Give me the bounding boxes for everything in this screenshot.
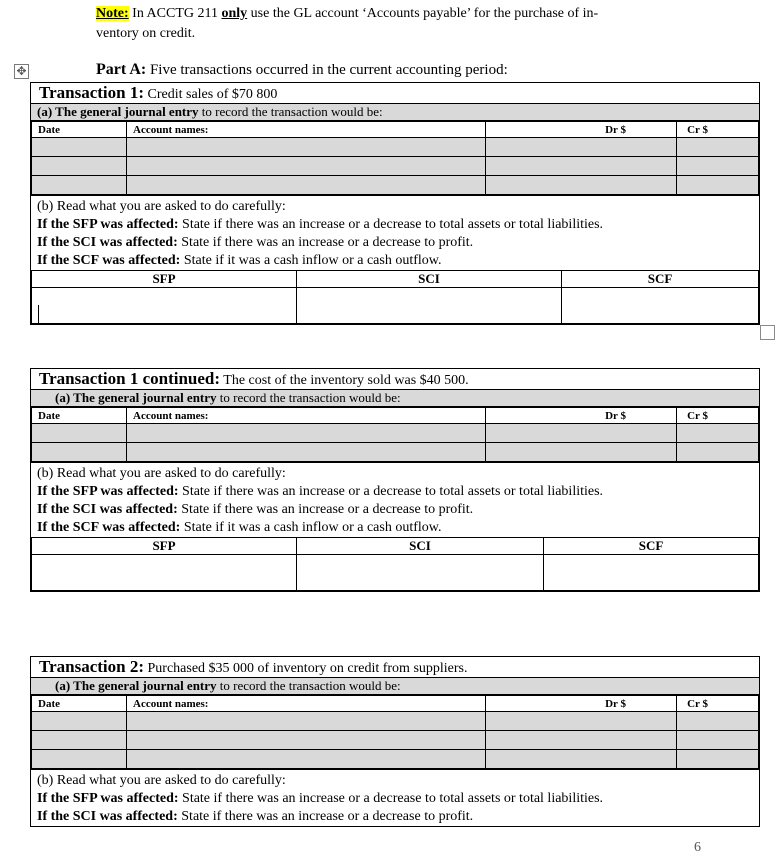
journal-entry-instruction bbox=[31, 678, 759, 695]
if-sci: If the SCI was affected: bbox=[37, 809, 178, 824]
col-account: Account names: bbox=[127, 696, 486, 712]
col-cr: Cr $ bbox=[677, 122, 759, 138]
scf-text: State if it was a cash inflow or a cash outflow. bbox=[180, 253, 442, 268]
part-b-instructions bbox=[31, 195, 759, 270]
journal-bold: general journal entry bbox=[98, 390, 217, 405]
journal-row[interactable] bbox=[32, 750, 759, 769]
if-sfp: If the SFP was affected: bbox=[37, 484, 179, 499]
journal-prefix: (a) The bbox=[37, 104, 81, 119]
col-account: Account names: bbox=[127, 122, 486, 138]
sci-text: State if there was an increase or a decrease to profit. bbox=[177, 235, 474, 250]
page-number: 6 bbox=[694, 840, 701, 855]
col-dr: Dr $ bbox=[486, 408, 677, 424]
sci-answer-cell[interactable] bbox=[297, 555, 544, 591]
journal-row[interactable] bbox=[32, 731, 759, 750]
table-resize-handle-icon[interactable] bbox=[760, 325, 775, 340]
effects-table bbox=[31, 270, 759, 324]
sci-text: State if there was an increase or a decrease to profit. bbox=[177, 809, 474, 824]
note-line2: ventory on credit. bbox=[96, 26, 196, 41]
col-sci: SCI bbox=[297, 538, 544, 555]
b-intro: (b) Read what you are asked to do carefully: bbox=[37, 199, 286, 214]
sfp-answer-cell[interactable] bbox=[32, 288, 297, 324]
sfp-text: State if there was an increase or a decrease to total assets or total liabilities. bbox=[178, 484, 604, 499]
transaction-title bbox=[31, 369, 759, 390]
journal-bold: general journal entry bbox=[80, 104, 199, 119]
col-cr: Cr $ bbox=[677, 408, 759, 424]
sfp-answer-cell[interactable] bbox=[32, 555, 297, 591]
transaction-title-label: Transaction 1 continued: bbox=[39, 369, 221, 388]
transaction-title-label: Transaction 2: bbox=[39, 657, 144, 676]
journal-row[interactable] bbox=[32, 424, 759, 443]
transaction-title bbox=[31, 657, 759, 678]
journal-row[interactable] bbox=[32, 157, 759, 176]
if-sci: If the SCI was affected: bbox=[37, 502, 178, 517]
if-scf: If the SCF was affected: bbox=[37, 520, 181, 535]
col-account: Account names: bbox=[127, 408, 486, 424]
scf-answer-cell[interactable] bbox=[562, 288, 759, 324]
part-a-label: Part A: bbox=[96, 61, 147, 78]
col-date: Date bbox=[32, 408, 127, 424]
col-cr: Cr $ bbox=[677, 696, 759, 712]
b-intro: (b) Read what you are asked to do carefully: bbox=[37, 773, 286, 788]
journal-prefix: (a) The bbox=[55, 678, 99, 693]
b-intro: (b) Read what you are asked to do carefully: bbox=[37, 466, 286, 481]
journal-suffix: to record the transaction would be: bbox=[216, 678, 401, 693]
transaction-description: The cost of the inventory sold was $40 500. bbox=[220, 373, 469, 388]
if-sfp: If the SFP was affected: bbox=[37, 217, 179, 232]
col-sfp: SFP bbox=[32, 271, 297, 288]
note-paragraph bbox=[96, 4, 716, 44]
col-scf: SCF bbox=[544, 538, 759, 555]
journal-prefix: (a) The bbox=[55, 390, 99, 405]
effects-table bbox=[31, 537, 759, 591]
sfp-text: State if there was an increase or a decrease to total assets or total liabilities. bbox=[178, 791, 604, 806]
note-text: In ACCTG 211 bbox=[128, 6, 222, 21]
journal-table bbox=[31, 121, 759, 195]
journal-row[interactable] bbox=[32, 176, 759, 195]
sci-text: State if there was an increase or a decrease to profit. bbox=[177, 502, 474, 517]
text-cursor bbox=[38, 305, 39, 323]
sfp-text: State if there was an increase or a decrease to total assets or total liabilities. bbox=[178, 217, 604, 232]
col-sci: SCI bbox=[297, 271, 562, 288]
journal-row[interactable] bbox=[32, 443, 759, 462]
note-text-after: use the GL account ‘Accounts payable’ for the purchase of in- bbox=[247, 6, 599, 21]
part-b-instructions bbox=[31, 769, 759, 826]
part-a-heading bbox=[96, 61, 508, 79]
journal-suffix: to record the transaction would be: bbox=[216, 390, 401, 405]
journal-bold: general journal entry bbox=[98, 678, 217, 693]
journal-entry-instruction bbox=[31, 104, 759, 121]
col-dr: Dr $ bbox=[486, 122, 677, 138]
if-sfp: If the SFP was affected: bbox=[37, 791, 179, 806]
journal-table bbox=[31, 695, 759, 769]
sci-answer-cell[interactable] bbox=[297, 288, 562, 324]
note-label: Note: bbox=[96, 6, 129, 21]
col-date: Date bbox=[32, 122, 127, 138]
transaction-description: Purchased $35 000 of inventory on credit from suppliers. bbox=[144, 661, 468, 676]
journal-row[interactable] bbox=[32, 138, 759, 157]
journal-suffix: to record the transaction would be: bbox=[198, 104, 383, 119]
note-emphasis: only bbox=[221, 6, 248, 21]
journal-table bbox=[31, 407, 759, 462]
table-move-handle-icon[interactable]: ✥ bbox=[14, 64, 29, 79]
journal-entry-instruction bbox=[31, 390, 759, 407]
transaction-2-table bbox=[30, 656, 760, 827]
if-scf: If the SCF was affected: bbox=[37, 253, 181, 268]
part-a-text: Five transactions occurred in the current accounting period: bbox=[146, 62, 508, 78]
transaction-title-label: Transaction 1: bbox=[39, 83, 144, 102]
col-scf: SCF bbox=[562, 271, 759, 288]
journal-row[interactable] bbox=[32, 712, 759, 731]
col-sfp: SFP bbox=[32, 538, 297, 555]
if-sci: If the SCI was affected: bbox=[37, 235, 178, 250]
col-dr: Dr $ bbox=[486, 696, 677, 712]
scf-text: State if it was a cash inflow or a cash outflow. bbox=[180, 520, 442, 535]
scf-answer-cell[interactable] bbox=[544, 555, 759, 591]
transaction-1-table bbox=[30, 82, 760, 325]
transaction-description: Credit sales of $70 800 bbox=[144, 87, 278, 102]
part-b-instructions bbox=[31, 462, 759, 537]
transaction-1-continued-table bbox=[30, 368, 760, 592]
transaction-title bbox=[31, 83, 759, 104]
col-date: Date bbox=[32, 696, 127, 712]
